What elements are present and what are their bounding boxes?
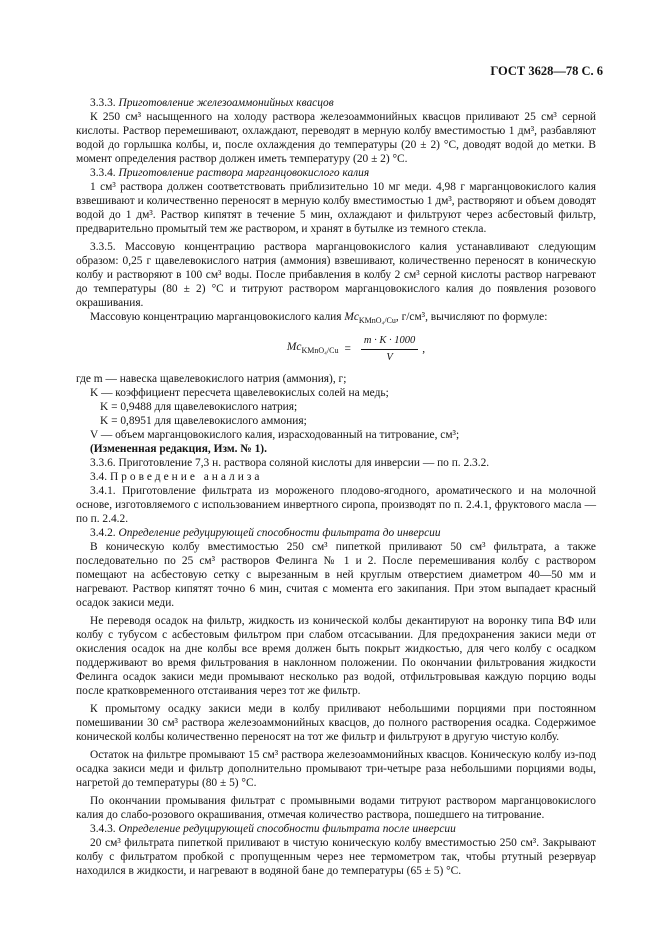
section-3-4-3-heading: 3.4.3. Определение редуцирующей способности фильтрата после инверсии	[90, 823, 456, 835]
page-header: ГОСТ 3628—78 С. 6	[490, 64, 603, 78]
section-3-4-3-p1: 20 см³ фильтрата пипеткой приливают в чистую коническую колбу вместимостью 250 см³. Закрывают колбу с фильтратом пробкой с пропущенным через нее термометром так, чтобы ртутный резервуар находился в жидкости, и нагревают в водяной бане до температуры (65 ± 5) °С.	[76, 837, 596, 877]
legend-m: где m — навеска щавелевокислого натрия (аммония), г;	[76, 373, 347, 385]
section-3-4-2-p2: Не переводя осадок на фильтр, жидкость из конической колбы декантируют на воронку типа ВФ или колбу с тубусом с асбестовым фильтром при слабом отсасывании. Для предохранения закиси меди от окисления осадок на дне колбы все время должен быть покрыт жидкостью, для чего колбу с осадком поддерживают во время фильтрования в наклонном положении. По окончании фильтрования жидкости Фелинга осадок закиси меди промывают несколько раз водой, отфильтровывая каждую порцию воды после кратковременного отстаивания через тот же фильтр.	[76, 615, 596, 697]
formula-fraction	[361, 334, 418, 365]
section-3-3-6-text: 3.3.6. Приготовление 7,3 н. раствора соляной кислоты для инверсии — по п. 2.3.2.	[90, 457, 490, 469]
formula-lhs: $Mc_{KMnO_4/Cu}$	[286, 341, 339, 355]
section-3-4-1-text: 3.4.1. Приготовление фильтрата из мороженого плодово-ягодного, ароматического и на молочной основе, изготовляемого с использованием инвертного сиропа, производят по п. 2.4.1, фруктового масла — по п. 2.4.2.	[76, 485, 596, 525]
section-3-4-2-p3: К промытому осадку закиси меди в колбу приливают небольшими порциями при постоянном помешивании 30 см³ раствора железоаммонийных квасцов, до полного растворения осадка. Содержимое конической колбы количественно переносят на тот же фильтр и фильтруют в другую чистую колбу.	[76, 703, 596, 743]
section-3-3-4-heading: 3.3.4. Приготовление раствора марганцовокислого калия	[90, 167, 370, 179]
formula-symbol: $Mc_{KMnO_4/Cu}$	[344, 311, 396, 325]
legend-k: K — коэффициент пересчета щавелевокислых солей на медь;	[90, 387, 389, 399]
formula-denominator: V	[386, 351, 393, 363]
edition-note: (Измененная редакция, Изм. № 1).	[90, 443, 267, 455]
legend-k2: K = 0,8951 для щавелевокислого аммония;	[100, 415, 307, 427]
section-3-3-3-text: К 250 см³ насыщенного на холоду раствора железоаммонийных квасцов приливают 25 см³ серной кислоты. Раствор перемешивают, охлаждают, переводят в мерную колбу вместимостью 1 дм³, разбавляют водой до горлышка колбы, и, после охлаждения до температуры (20 ± 2) °С, доводят водой до метки. В момент определения раствор должен иметь температуру (20 ± 2) °С.	[76, 111, 596, 165]
section-3-3-3-heading: 3.3.3. Приготовление железоаммонийных квасцов	[90, 97, 334, 109]
section-3-3-5-text: 3.3.5. Массовую концентрацию раствора марганцовокислого калия устанавливают следующим образом: 0,25 г щавелевокислого натрия (аммония) взвешивают, количественно переносят в коническую колбу и растворяют в 100 см³ воды. После прибавления в колбу 2 см³ серной кислоты раствор нагревают до температуры (80 ± 2) °С и титруют раствором марганцовокислого калия до появления розового окрашивания.	[76, 241, 596, 309]
section-3-4-2-heading: 3.4.2. Определение редуцирующей способности фильтрата до инверсии	[90, 527, 441, 539]
section-3-3-4-text: 1 см³ раствора должен соответствовать приблизительно 10 мг меди. 4,98 г марганцовокислого калия взвешивают и количественно переносят в мерную колбу вместимостью 1 дм³, растворяют и объем доводят водой до 1 дм³. Раствор кипятят в течение 5 мин, охлаждают и фильтруют через асбестовый фильтр, предварительно промытый тем же раствором, и хранят в бутылке из темного стекла.	[76, 181, 596, 235]
formula-intro: Массовую концентрацию марганцовокислого калия $Mc_{KMnO_4/Cu}$, г/см³, вычисляют по формуле:	[90, 311, 548, 325]
legend-k1: K = 0,9488 для щавелевокислого натрия;	[100, 401, 298, 413]
section-3-4-2-p1: В коническую колбу вместимостью 250 см³ пипеткой приливают 50 см³ фильтрата, а также последовательно по 25 см³ растворов Фелинга № 1 и 2. После перемешивания колбу с раствором помещают на асбестовую сетку с вырезанным в ней круглым отверстием диаметром 40—50 мм и нагревают. Раствор кипятят точно 6 мин, считая с момента его закипания. При этом выпадает красный осадок закиси меди.	[76, 541, 596, 609]
legend-v: V — объем марганцовокислого калия, израсходованный на титрование, см³;	[90, 429, 460, 441]
section-3-4-2-p4: Остаток на фильтре промывают 15 см³ раствора железоаммонийных квасцов. Коническую колбу из-под осадка закиси меди и фильтр дополнительно промывают три-четыре раза небольшими порциями воды, нагретой до температуры (80 ± 5) °С.	[76, 749, 596, 789]
formula-numerator: m · K · 1000	[361, 334, 418, 350]
section-3-4-2-p5: По окончании промывания фильтрат с промывными водами титруют раствором марганцовокислого калия до слабо-розового окрашивания, отмечая количество раствора, пошедшего на титрование.	[76, 795, 596, 821]
formula: $Mc_{KMnO_4/Cu}$ = $\frac{m \cdot K \cdot 1000}{V}$ ,	[286, 334, 426, 363]
document-body	[76, 96, 596, 878]
section-3-4-heading: 3.4. Проведение анализа	[90, 471, 263, 483]
